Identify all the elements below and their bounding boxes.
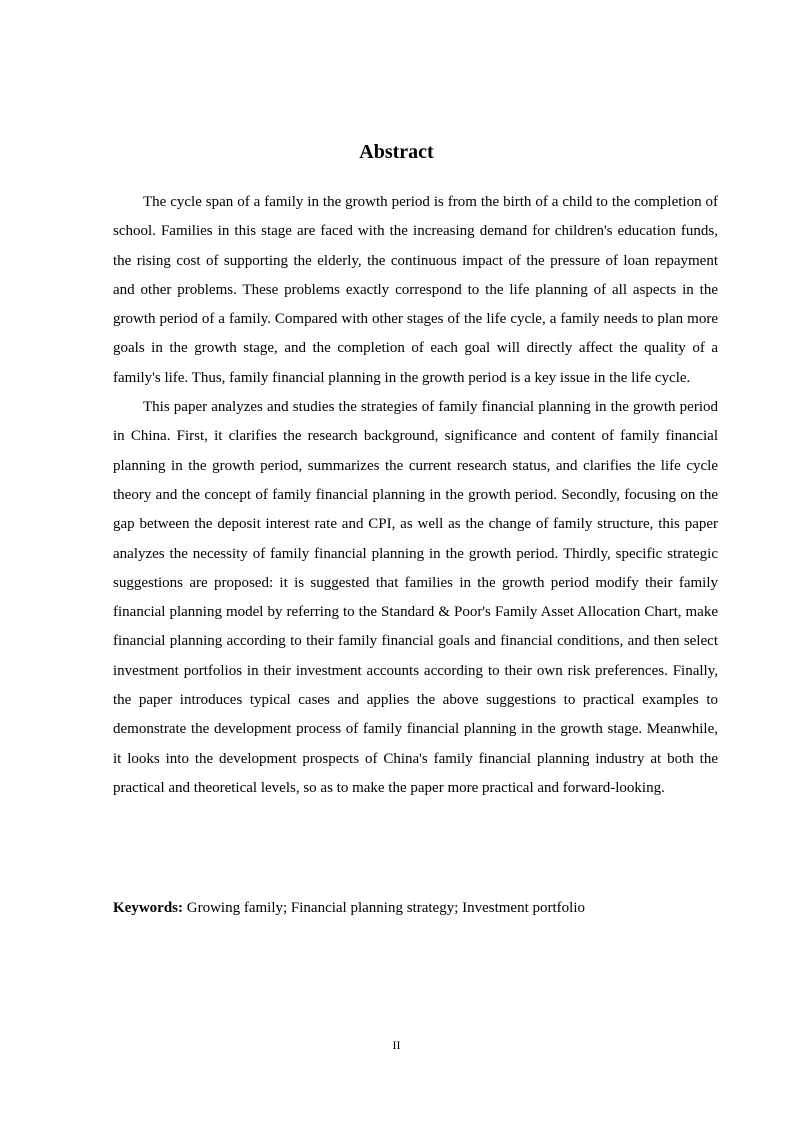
- page-number: II: [392, 1038, 401, 1052]
- keywords-label: Keywords:: [113, 900, 183, 916]
- abstract-paragraph-2: This paper analyzes and studies the strategies of family financial planning in the growth period in China. First, it clarifies the research background, significance and content of family financial planning in the growth period, summarizes the current research status, and clarifies the life cycle theory and the concept of family financial planning in the growth period. Secondly, focusing on the gap between the deposit interest rate and CPI, as well as the change of family structure, this paper analyzes the necessity of family financial planning in the growth period. Thirdly, specific strategic suggestions are proposed: it is suggested that families in the growth period modify their family financial planning model by referring to the Standard & Poor's Family Asset Allocation Chart, make financial planning according to their family financial goals and financial conditions, and then select investment portfolios in their investment accounts according to their own risk preferences. Finally, the paper introduces typical cases and applies the above suggestions to practical examples to demonstrate the development process of family financial planning in the growth stage. Meanwhile, it looks into the development prospects of China's family financial planning industry at both the practical and theoretical levels, so as to make the paper more practical and forward-looking.: [113, 399, 718, 796]
- abstract-body: [113, 188, 718, 803]
- page-title: Abstract: [359, 141, 434, 163]
- abstract-paragraph-1: The cycle span of a family in the growth period is from the birth of a child to the completion of school. Families in this stage are faced with the increasing demand for children's education funds, the rising cost of supporting the elderly, the continuous impact of the pressure of loan repayment and other problems. These problems exactly correspond to the life planning of all aspects in the growth period of a family. Compared with other stages of the life cycle, a family needs to plan more goals in the growth stage, and the completion of each goal will directly affect the quality of a family's life. Thus, family financial planning in the growth period is a key issue in the life cycle.: [113, 194, 718, 386]
- keywords-line: [113, 894, 718, 923]
- keywords-text: Growing family; Financial planning strategy; Investment portfolio: [183, 900, 586, 916]
